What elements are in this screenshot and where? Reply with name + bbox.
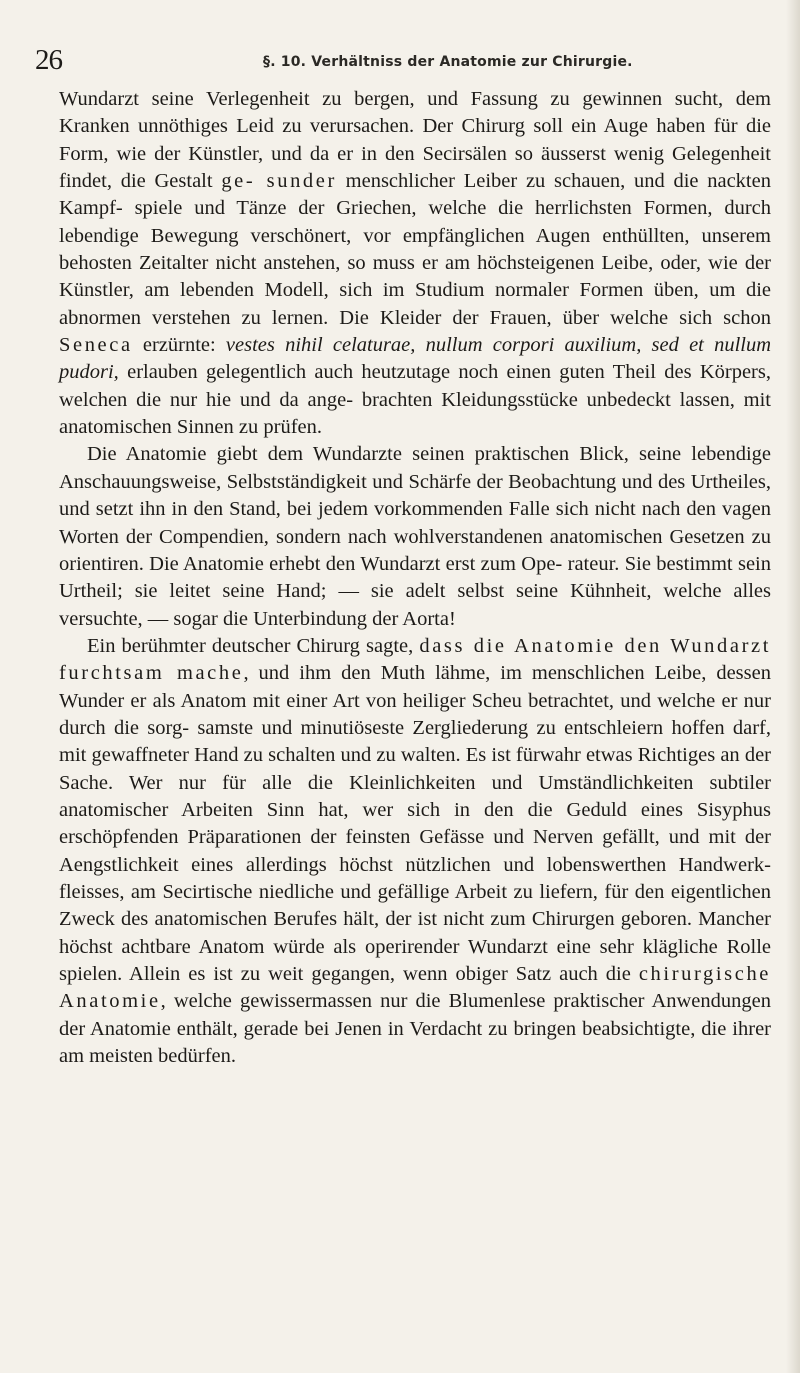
paragraph-1-text-a: Wundarzt seine Verlegenheit zu bergen, und Fassung zu gewinnen sucht, dem Kranken unnöthiges Leid zu verursachen. Der Chirurg soll ein Auge haben für die Form, wie der Künstler, und da er in den Secirsälen so äusserst wenig Gelegenheit findet, die Gestalt (59, 88, 771, 193)
running-title: §. 10. Verhältniss der Anatomie zur Chirurgie. (263, 54, 633, 70)
latin-quote: vestes nihil celaturae, nullum corpori auxilium, sed et nullum pudori, (59, 334, 772, 384)
paragraph-3 (59, 633, 771, 1071)
paragraph-1 (59, 86, 771, 441)
emphasis-anatomie-quote: dass die Anatomie den Wundarzt furchtsam mache (59, 634, 771, 685)
page-header (35, 44, 770, 80)
body-text (59, 86, 771, 1070)
paragraph-1-text-d: erlauben gelegentlich auch heutzutage noch einen guten Theil des Körpers, welchen die nur hie und da ange- brachten Kleidungsstücke unbedeckt lassen, mit anatomischen Sinnen zu prüfen. (59, 361, 771, 439)
paragraph-2-text: Die Anatomie giebt dem Wundarzte seinen praktischen Blick, seine lebendige Anschauungsweise, Selbstständigkeit und Schärfe der Beobachtung und des Urtheiles, und setzt ihn in den Stand, bei jedem vorkommenden Falle sich nicht nach den vagen Worten der Compendien, sondern nach wohlverstandenen anatomischen Gesetzen zu orientiren. Die Anatomie erhebt den Wundarzt erst zum Ope- rateur. Sie bestimmt sein Urtheil; sie leitet seine Hand; — sie adelt selbst seine Kühnheit, welche alles versuchte, — sogar die Unterbindung der Aorta! (59, 443, 771, 630)
page-edge-shadow (786, 0, 800, 1373)
emphasis-gesunder: ge- sunder (221, 170, 337, 193)
emphasis-seneca: Seneca (59, 334, 133, 357)
paragraph-3-text-c: , welche gewissermassen nur die Blumenlese praktischer Anwendungen der Anatomie enthält, gerade bei Jenen in Verdacht zu bringen beabsichtigte, die ihrer am meisten bedürfen. (59, 990, 771, 1068)
paragraph-1-text-c: erzürnte: (132, 334, 226, 357)
paragraph-3-text-a: Ein berühmter deutscher Chirurg sagte, (87, 634, 420, 657)
emphasis-chirurgische-anatomie: chirurgische Anatomie (59, 963, 771, 1013)
paragraph-1-text-b: menschlicher Leiber zu schauen, und die nackten Kampf- spiele und Tänze der Griechen, welche die herrlichsten Formen, durch lebendige Bewegung verschönert, vor empfänglichen Augen enthüllten, unserem behosten Zeitalter nicht anstehen, so muss er am höchsteigenen Leibe, oder, wie der Künstler, am lebenden Modell, sich im Studium normaler Formen üben, um die abnormen verstehen zu lernen. Die Kleider der Frauen, über welche sich schon (59, 170, 771, 329)
paragraph-2 (59, 441, 771, 632)
paragraph-3-text-b: , und ihm den Muth lähme, im menschlichen Leibe, dessen Wunder er als Anatom mit einer Art von heiliger Scheu betrachtet, und welche er nur durch die sorg- samste und minutiöseste Zergliederung zu entschleiern hoffen darf, mit gewaffneter Hand zu schalten und zu walten. Es ist fürwahr etwas Richtiges an der Sache. Wer nur für alle die Kleinlichkeiten und Umständlichkeiten subtiler anatomischer Arbeiten Sinn hat, wer sich in den die Geduld eines Sisyphus erschöpfenden Präparationen der feinsten Gefässe und Nerven gefällt, und mit der Aengstlichkeit eines allerdings höchst nützlichen und lobenswerthen Handwerk- fleisses, am Secirtische niedliche und gefällige Arbeit zu liefern, für den eigentlichen Zweck des anatomischen Berufes hält, der ist nicht zum Chirurgen geboren. Mancher höchst achtbare Anatom würde als operirender Wundarzt eine sehr klägliche Rolle spielen. Allein es ist zu weit gegangen, wenn obiger Satz auch die (59, 662, 771, 985)
page-number: 26 (35, 44, 62, 76)
